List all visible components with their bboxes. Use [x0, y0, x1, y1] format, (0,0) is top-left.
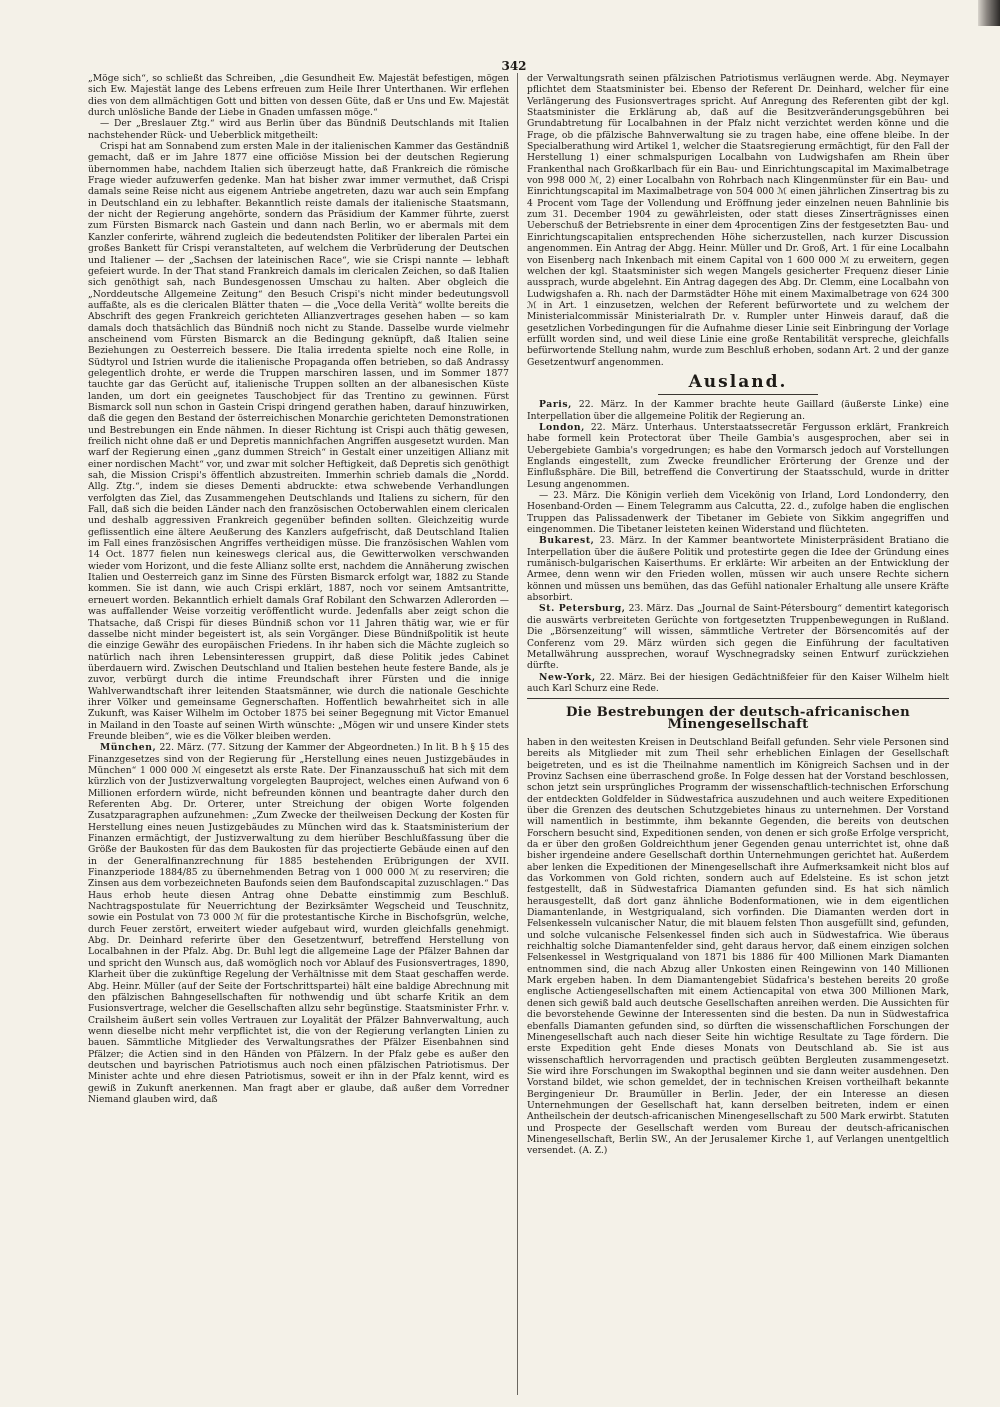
page-number: 342 — [501, 59, 527, 73]
news-london-text: 22. März. Unterhaus. Unterstaatssecretär Fergusson erklärt, Frankreich habe formell kein Protectorat über Theile Gambia's ausgesprochen, aber sei in Uebergebiete Gambia's vorgedrungen; es habe den Vormarsch jedoch auf Vorstellungen Englands eingestellt, zum Zwecke freundlicher Erörterung der Grenze und der Einflußsphäre. Die Bill, betreffend die Convertirung der Staatsschuld, wurde in dritter Lesung angenommen. — [527, 421, 949, 490]
news-newyork — [527, 672, 949, 695]
news-petersburg — [527, 603, 949, 671]
dateline-bukarest: Bukarest, — [539, 535, 595, 547]
munich-report-text: 22. März. (77. Sitzung der Kammer der Abgeordneten.) In lit. B h § 15 des Finanzgesetzes sind von der Regierung für „Herstellung eines neuen Justizgebäudes in München“ 1 000 000 ℳ eingesetzt als erste Rate. Der Finanzausschuß hat sich mit dem kürzlich von der Justizverwaltung vorgelegten Bauproject, welches einen Aufwand von 6 Millionen erfordern würde, nicht befreunden können und beantragte daher durch den Referenten Abg. Dr. Orterer, unter Streichung der obigen Worte folgenden Zusatzparagraphen aufzunehmen: „Zum Zwecke der theilweisen Deckung der Kosten für Herstellung eines neuen Justizgebäudes zu München wird das k. Staatsministerium der Finanzen ermächtigt, der Justizverwaltung zu dem hierüber Beschlußfassung über die Größe der Baukosten für das dem Baukosten für das projectierte Gebäude einen auf den in der Generalfinanzrechnung für 1885 bestehenden Erübrigungen der XVII. Finanzperiode 1884/85 zu übernehmenden Betrag von 1 000 000 ℳ zu reserviren; die Zinsen aus dem vorbezeichneten Baufonds seien dem Baufondscapital zuzuschlagen.“ Das Haus erhob heute diesen Antrag ohne Debatte einstimmig zum Beschluß. Nachtragspostulate für Neuerrichtung der Bezirksämter Wegscheid und Teuschnitz, sowie ein Postulat von 73 000 ℳ für die protestantische Kirche in Bischofsgrün, welche, durch Feuer zerstört, erweitert wieder aufgebaut wird, wurden gleichfalls genehmigt. Abg. Dr. Deinhard referirte über den Gesetzentwurf, betreffend Herstellung von Localbahnen in der Pfalz. Abg. Dr. Buhl legt die allgemeine Lage der Pfälzer Bahnen dar und spricht den Wunsch aus, daß womöglich noch vor Ablauf des Fusionsvertrages, 1890, Klarheit über die zukünftige Regelung der Verhältnisse mit dem Staat geschaffen werde. Abg. Heinr. Müller (auf der Seite der Fortschrittspartei) hält eine baldige Abrechnung mit den pfälzischen Bahngesellschaften für nothwendig und übt scharfe Kritik an dem Fusionsvertrage, welcher die Gesellschaften allzu sehr begünstige. Staatsminister Frhr. v. Crailsheim äußert sein volles Vertrauen zur Loyalität der Pfälzer Bahnverwaltung, auch wenn dieselbe nicht mehr verpflichtet ist, die von der Regierung verlangten Linien zu bauen. Sämmtliche Mitglieder des Verwaltungsrathes der Pfälzer Eisenbahnen sind Pfälzer; die Actien sind in den Händen von Pfälzern. In der Pfalz gebe es außer den deutschen und bayrischen Patriotismus auch noch einen pfälzischen Patriotismus. Der Minister achte und ehre diesen Patriotismus, soweit er ihn in der Pfalz kennt, wird es gewiß in Zukunft anerkennen. Man fragt aber er glaube, daß außer dem Vorredner Niemand glauben wird, daß — [88, 742, 509, 1105]
article-rule — [527, 698, 949, 699]
dateline-london: London, — [539, 421, 585, 433]
munich-report-continuation: der Verwaltungsrath seinen pfälzischen Patriotismus verläugnen werde. Abg. Neymayer pflichtet dem Staatsminister bei. Ebenso der Referent Dr. Deinhard, welcher für eine Verlängerung des Fusionsvertrages spricht. Auf Anregung des Referenten gibt der kgl. Staatsminister die Erklärung ab, daß auf die Besitzveränderungsgebühren bei Grundabtretung für Localbahnen in der Pfalz nicht verzichtet werden könne und die Frage, ob die pfälzische Bahnverwaltung sie zu tragen habe, eine offene bleibe. In der Specialberathung wird Artikel 1, welcher die Staatsregierung ermächtigt, für den Fall der Herstellung 1) einer schmalspurigen Localbahn von Ludwigshafen am Rhein über Frankenthal nach Großkarlbach für ein Bau- und Einrichtungscapital im Maximalbetrage von 998 000 ℳ, 2) einer Localbahn von Rohrbach nach Klingenmünster für ein Bau- und Einrichtungscapital im Maximalbetrage von 504 000 ℳ einen jährlichen Zinsertrag bis zu 4 Procent vom Tage der Vollendung und Eröffnung jeder einzelnen neuen Bahnlinie bis zum 31. December 1904 zu gewährleisten, oder statt dieses Zinserträgnisses einen Ueberschuß der Betriebsrente in einer dem 4procentigen Zins der festgesetzten Bau- und Einrichtungscapitalien entsprechenden Höhe sicherzustellen, nach kurzer Discussion angenommen. Ein Antrag der Abgg. Heinr. Müller und Dr. Groß, Art. 1 für eine Localbahn von Eisenberg nach Inkenbach mit einem Capital von 1 600 000 ℳ zu erweitern, gegen welchen der kgl. Staatsminister sich wegen Mangels gesicherter Frequenz dieser Linie aussprach, wurde abgelehnt. Ein Antrag dagegen des Abg. Dr. Clemm, eine Localbahn von Ludwigshafen a. Rh. nach der Darmstädter Höhe mit einem Maximalbetrage von 624 300 ℳ in Art. 1 einzusetzen, welchen der Referent befürwortete und zu welchem der Ministerialcommissär Ministerialrath Dr. v. Rumpler unter Hinweis darauf, daß die gesetzlichen Vorbedingungen für die Aufnahme dieser Linie seit Einbringung der Vorlage erfüllt worden sind, und weil diese Linie eine große Rentabilität verspreche, gleichfalls befürwortende Stellung nahm, wurde zum Beschluß erhoben, sodann Art. 2 und der ganze Gesetzentwurf angenommen. — [527, 73, 949, 368]
column-divider — [517, 73, 518, 1395]
news-london-followup: — 23. März. Die Königin verlieh dem Vicekönig von Irland, Lord Londonderry, den Hosenband-Orden — Einem Telegramm aus Calcutta, 22. d., zufolge haben die englischen Truppen das Palissadenwerk der Tibetaner im Gebiete von Sikkim angegriffen und eingenommen. Die Tibetaner leisteten keinen Widerstand und flüchteten. — [527, 490, 949, 536]
section-rule — [658, 394, 818, 395]
munich-chamber-report — [88, 742, 509, 1105]
news-bukarest-text: 23. März. In der Kammer beantwortete Ministerpräsident Bratiano die Interpellation über die äußere Politik und protestirte gegen die Idee der Gründung eines rumänisch-bulgarischen Kaiserthums. Er erklärte: Wir arbeiten an der Entwicklung der Armee, denn wenn wir den Frieden wollen, müssen wir auch unsere Rechte sichern können und müssen uns bemühen, das das Gefühl nationaler Erhaltung alle unsere Kräfte absorbirt. — [527, 535, 949, 604]
breslau-report-intro: — Der „Breslauer Ztg.“ wird aus Berlin über das Bündniß Deutschlands mit Italien nachstehender Rück- und Ueberblick mitgetheilt: — [88, 118, 509, 141]
dateline-newyork: New-York, — [539, 671, 596, 683]
crispi-alliance-article: Crispi hat am Sonnabend zum ersten Male in der italienischen Kammer das Geständniß gemacht, daß er im Jahre 1877 eine officiöse Mission bei der deutschen Regierung übernommen habe, nachdem Italien sich überzeugt hatte, daß Frankreich die römische Frage wieder aufzuwerfen gedenke. Man hat bisher zwar immer vermuthet, daß Crispi damals seine Reise nicht aus eigenem Antriebe angetreten, dazu war auch sein Empfang in Deutschland ein zu lebhafter. Bekanntlich reiste damals der italienische Staatsmann, der nicht der Regierung angehörte, sondern das Präsidium der Kammer führte, zuerst zum Fürsten Bismarck nach Gastein und dann nach Berlin, wo er abermals mit dem Kanzler conferirte, während zugleich die bedeutendsten Politiker der liberalen Partei ein großes Bankett für Crispi veranstalteten, auf welchem die Verbrüderung der Deutschen und Italiener — der „Sachsen der lateinischen Race“, wie sie Crispi nannte — lebhaft gefeiert wurde. In der That stand Frankreich damals im clericalen Zeichen, so daß Italien sich genöthigt sah, nach Bundesgenossen Umschau zu halten. Aber obgleich die „Norddeutsche Allgemeine Zeitung“ den Besuch Crispi's nicht minder bedeutungsvoll auffaßte, als es die clericalen Blätter thaten — die „Voce della Verità“ wollte bereits die Abschrift des gegen Frankreich gerichteten Allianzvertrages gesehen haben — so kam damals doch thatsächlich das Bündniß noch nicht zu Stande. Dasselbe wurde vielmehr anscheinend vom Fürsten Bismarck an die Bedingung geknüpft, daß Italien seine Beziehungen zu Oesterreich bessere. Die Italia irredenta spielte noch eine Rolle, in Südtyrol und Istrien wurde die italienische Propaganda offen betrieben, so daß Andrassy gelegentlich drohte, er werde die Truppen marschiren lassen, und im Sommer 1877 tauchte gar das Gerücht auf, italienische Truppen sollten an der albanesischen Küste landen, um dort ein geeignetes Tauschobject für das Trentino zu gewinnen. Fürst Bismarck soll nun schon in Gastein Crispi dringend gerathen haben, darauf hinzuwirken, daß die gegen den Bestand der österreichischen Monarchie gerichteten Demonstrationen und Bestrebungen ein Ende nähmen. In dieser Richtung ist Crispi auch thätig gewesen, freilich nicht ohne daß er und Depretis mannichfachen Angriffen ausgesetzt wurden. Man warf der Regierung einen „ganz dummen Streich“ in Gestalt einer unzeitigen Allianz mit einer nordischen Macht“ vor, und zwar mit solcher Heftigkeit, daß Depretis sich genöthigt sah, die Mission Crispi's öffentlich abzustreiten. Immerhin schrieb damals die „Nordd. Allg. Ztg.“, indem sie dieses Dementi abdruckte: etwa schwebende Verhandlungen verfolgten das Ziel, das Zusammengehen Deutschlands und Italiens zu sichern, für den Fall, daß sich die beiden Länder nach den französischen Octoberwahlen einem clericalen und deshalb aggressiven Frankreich gegenüber befinden sollten. Gleichzeitig wurde geflissentlich eine ältere Aeußerung des Kanzlers aufgefrischt, daß Deutschland Italien im Fall eines französischen Angriffes vertheidigen müsse. Die französischen Wahlen vom 14 Oct. 1877 fielen nun keineswegs clerical aus, die Gewitterwolken verschwanden wieder vom Horizont, und die feste Allianz sollte erst, nachdem die Annäherung zwischen Italien und Oesterreich ganz im Sinne des Fürsten Bismarck erfolgt war, 1882 zu Stande kommen. Sie ist dann, wie auch Crispi erklärt, 1887, noch vor seinem Amtsantritte, erneuert worden. Bekanntlich erhielt damals Graf Robilant den Schwarzen Adlerorden — was auffallender Weise vorzeitig veröffentlicht wurde. Jedenfalls aber zeigt schon die Thatsache, daß Crispi für dieses Bündniß schon vor 11 Jahren thätig war, wie er für dasselbe nicht minder begeistert ist, als sein Vorgänger. Diese Bündnißpolitik ist heute die einzige Gewähr des europäischen Friedens. In ihr haben sich die Mächte zugleich so natürlich nach ihren Lebensinteressen gruppirt, daß diese Politik jedes Cabinet überdauern wird. Zwischen Deutschland und Italien bestehen heute festere Bande, als je zuvor, verbürgt durch die intime Freundschaft ihrer Fürsten und die innige Wahlverwandtschaft ihrer leitenden Staatsmänner, wie durch die nationale Geschichte ihrer Völker und gemeinsame Gegnerschaften. Hoffentlich bewahrheitet sich in alle Zukunft, was Kaiser Wilhelm im October 1875 bei seiner Begegnung mit Victor Emanuel in Mailand in den Toaste auf seinen Wirth wünschte: „Mögen wir und unsere Kinder stets Freunde bleiben“, wie es die Völker bleiben werden. — [88, 141, 509, 742]
news-paris-text: 22. März. In der Kammer brachte heute Gaillard (äußerste Linke) eine Interpellation über die allgemeine Politik der Regierung an. — [527, 399, 949, 422]
right-column — [527, 73, 949, 1391]
news-paris — [527, 399, 949, 422]
dateline-muenchen: München, — [100, 742, 157, 754]
news-petersburg-text: 23. März. Das „Journal de Saint-Pétersbourg“ dementirt kategorisch die auswärts verbreiteten Gerüchte von fortgesetzten Truppenbewegungen in Rußland. Die „Börsenzeitung“ will wissen, sämmtliche Vertreter der Börsencomités auf der Conferenz vom 29. März würden sich gegen die Einführung der facultativen Metallwährung aussprechen, worauf Wyschnegradsky seinen Entwurf zurückziehen dürfte. — [527, 603, 949, 672]
scan-edge-mark — [978, 0, 1000, 26]
minengesellschaft-article: haben in den weitesten Kreisen in Deutschland Beifall gefunden. Sehr viele Personen sind bereits als Mitglieder mit zum Theil sehr erheblichen Einlagen der Gesellschaft beigetreten, und es ist die Theilnahme namentlich im Königreich Sachsen und in der Provinz Sachsen eine überraschend große. In Folge dessen hat der Vorstand beschlossen, schon jetzt sein ursprüngliches Programm der wissenschaftlich-technischen Erforschung der entdeckten Goldfelder in Südwestafrica auszudehnen und auch weitere Expeditionen über die Grenzen des deutschen Schutzgebietes hinaus zu unternehmen. Der Vorstand will namentlich in bestimmte, ihm bekannte Gegenden, die bereits von deutschen Forschern besucht sind, Expeditionen senden, von denen er sich große Erfolge verspricht, da er über den großen Goldreichthum jener Gegenden genau unterrichtet ist, ohne daß bisher irgendeine andere Gesellschaft dorthin Unternehmungen gerichtet hat. Außerdem aber lenken die Expeditionen der Minengesellschaft ihre Aufmerksamkeit nicht blos auf das Vorkommen von Gold richten, sondern auch auf Edelsteine. Es ist schon jetzt festgestellt, daß in Südwestafrica Diamanten gefunden sind. Es hat sich nämlich herausgestellt, daß dort ganz ähnliche Bodenformationen, wie in dem eigentlichen Diamantenlande, in Westgriqualand, sich vorfinden. Die Diamanten werden dort in Felsenkesseln vulcanischer Natur, die mit blauem felsten Thon ausgefüllt sind, gefunden, und solche vulcanische Felsenkessel finden sich auch in Südwestafrica. Wie überaus reichhaltig solche Diamantenfelder sind, geht daraus hervor, daß einem einzigen solchen Felsenkessel in Westgriqualand von 1871 bis 1886 für 400 Millionen Mark Diamanten entnommen sind, die nach Abzug aller Unkosten einen Reingewinn von 140 Millionen Mark ergeben haben. In dem Diamantengebiet Südafrica's bestehen bereits 20 große englische Actiengesellschaften mit einem Actiencapital von etwa 300 Millionen Mark, denen sich gewiß bald auch deutsche Gesellschaften anreihen werden. Die Aussichten für die bevorstehende Gewinne der Interessenten sind die besten. Da nun in Südwestafrica ebenfalls Diamanten gefunden sind, so dürften die wissenschaftlichen Forschungen der Minengesellschaft auch nach dieser Seite hin wichtige Resultate zu Tage fördern. Die erste Expedition geht Ende dieses Monats von Deutschland ab. Sie ist aus wissenschaftlich hervorragenden und practisch geübten Bergleuten zusammengesetzt. Sie wird ihre Forschungen im Swakopthal beginnen und sie dann weiter ausdehnen. Den Vorstand bildet, wie schon gemeldet, der in technischen Kreisen vortheilhaft bekannte Bergingenieur Dr. Braumüller in Berlin. Jeder, der ein Interesse an diesen Unternehmungen der Gesellschaft hat, kann derselben beitreten, indem er einen Antheilschein der deutsch-africanischen Minengesellschaft zu 500 Mark erwirbt. Statuten und Prospecte der Gesellschaft werden vom Bureau der deutsch-africanischen Minengesellschaft, Berlin SW., An der Jerusalemer Kirche 1, auf Verlangen unentgeltlich versendet. (A. Z.) — [527, 736, 949, 1157]
news-bukarest — [527, 535, 949, 603]
article-heading-minengesellschaft: Die Bestrebungen der deutsch-africanischen Minengesellschaft — [566, 705, 910, 732]
dateline-paris: Paris, — [539, 399, 572, 411]
dateline-petersburg: St. Petersburg, — [539, 603, 626, 615]
news-newyork-text: 22. März. Bei der hiesigen Gedächtnißfeier für den Kaiser Wilhelm hielt auch Karl Schurz eine Rede. — [527, 671, 949, 694]
news-london — [527, 422, 949, 490]
left-column — [88, 73, 509, 1391]
letter-closing-paragraph: „Möge sich“, so schließt das Schreiben, „die Gesundheit Ew. Majestät befestigen, mögen sich Ew. Majestät lange des Lebens erfreuen zum Heile Ihrer Unterthanen. Wir erflehen dies von dem allmächtigen Gott und bitten von dessen Güte, daß er Uns und Ew. Majestät durch unlösliche Bande der Liebe in Gnaden umfassen möge.“ — [88, 73, 509, 119]
section-heading-ausland: Ausland. — [688, 371, 788, 392]
